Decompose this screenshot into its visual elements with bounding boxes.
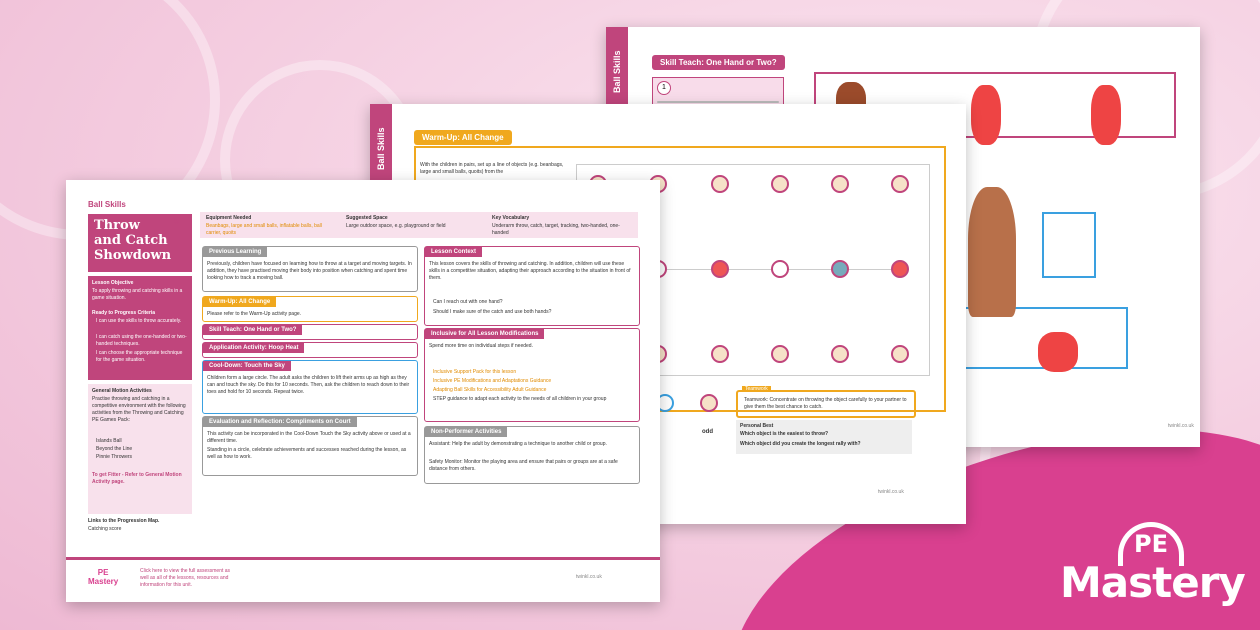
- category-label: Ball Skills: [88, 200, 126, 209]
- object-icon: [891, 175, 909, 193]
- application-box[interactable]: [202, 342, 418, 358]
- progression-link[interactable]: Links to the Progression Map.: [88, 518, 160, 524]
- step-number: 1: [657, 81, 671, 95]
- success-item: I can catch using the one-handed or two-handed techniques.: [96, 334, 187, 347]
- safety-text: Safety Monitor: Monitor the playing area and ensure that pairs or groups are at a safe distance from others.: [429, 459, 618, 472]
- brand-logo-small: [88, 568, 118, 586]
- lesson-title-line: and Catch: [94, 233, 168, 248]
- front-footer: [66, 557, 660, 602]
- success-item: I can use the skills to throw accurately.: [96, 318, 182, 324]
- middle-header: Warm-Up: All Change: [414, 130, 512, 145]
- warmup-title: Warm-Up: All Change: [203, 297, 276, 307]
- motion-item[interactable]: Islands Ball: [96, 438, 122, 444]
- footer-site: twinkl.co.uk: [576, 574, 602, 580]
- inclusive-text: Spend more time on individual steps if needed.: [429, 343, 533, 349]
- object-icon: [891, 345, 909, 363]
- inclusive-box: [424, 328, 640, 422]
- warmup-box[interactable]: [202, 296, 418, 322]
- general-motion-panel: [88, 384, 192, 514]
- object-icon: [711, 260, 729, 278]
- fitter-link[interactable]: To get Fitter - Refer to General Motion Activity page.: [92, 472, 182, 485]
- space-text: Large outdoor space, e.g. playground or field: [346, 223, 446, 229]
- cooldown-title: Cool-Down: Touch the Sky: [203, 361, 291, 371]
- object-icon: [700, 394, 718, 412]
- teamwork-label: Teamwork: [742, 386, 771, 392]
- back-footer: twinkl.co.uk: [1168, 423, 1194, 429]
- equipment-title: Equipment Needed: [206, 215, 252, 221]
- equipment-text: Beanbags, large and small balls, inflatable balls, ball carrier, quoits: [206, 223, 322, 236]
- brand-line-1: PE: [1134, 530, 1168, 558]
- label-odd: odd: [702, 429, 713, 435]
- evaluation-text: This activity can be incorporated in the Cool-Down Touch the Sky activity above or used at a different time.: [207, 431, 411, 444]
- inclusive-link[interactable]: Inclusive PE Modifications and Adaptations Guidance: [433, 378, 552, 384]
- objective-text: To apply throwing and catching skills in a game situation.: [92, 288, 183, 301]
- previous-learning-text: Previously, children have focused on learning how to throw at a target and moving targets. In addition, they have practised moving their body into position when catching and spent time looking how to track a moving ball.: [207, 261, 412, 281]
- lesson-number: 5: [174, 216, 180, 226]
- object-icon: [711, 175, 729, 193]
- object-icon: [831, 345, 849, 363]
- child-figure: [1091, 85, 1121, 145]
- brand-line-2: Mastery: [1060, 558, 1245, 607]
- teamwork-box: [736, 386, 916, 418]
- brand-small-line: Mastery: [88, 577, 119, 586]
- inclusive-title: Inclusive for All Lesson Modifications: [425, 329, 544, 339]
- inclusive-link[interactable]: STEP guidance to adapt each activity to the needs of all children in your group: [433, 396, 607, 402]
- application-title: Application Activity: Hoop Heat: [203, 343, 304, 353]
- object-icon: [771, 175, 789, 193]
- vocab-title: Key Vocabulary: [492, 215, 530, 221]
- middle-footer: twinkl.co.uk: [878, 489, 904, 495]
- evaluation-box: [202, 416, 418, 476]
- vocab-text: Underarm throw, catch, target, tracking, two-handed, one-handed: [492, 223, 620, 236]
- teamwork-text: Teamwork: Concentrate on throwing the object carefully to your partner to give them the best chance to catch.: [744, 397, 907, 410]
- objective-title: Lesson Objective: [92, 280, 134, 286]
- evaluation-text: Standing in a circle, celebrate achievements and successes reached during the lesson, as well as how to work.: [207, 447, 407, 460]
- inclusive-link[interactable]: Inclusive Support Pack for this lesson: [433, 369, 517, 375]
- middle-side-tab: Ball Skills: [370, 104, 392, 194]
- object-icon: [711, 345, 729, 363]
- non-performer-box: [424, 426, 640, 484]
- personal-best-title: Personal Best: [740, 423, 774, 429]
- lesson-context-text: This lesson covers the skills of throwing and catching. In addition, children will use these skills in a competitive situation, adapting their approach according to the situation in front of them.: [429, 261, 631, 281]
- target-frame: [1042, 212, 1096, 278]
- child-figure: [971, 85, 1001, 145]
- brand-small-line: PE: [97, 568, 109, 577]
- child-figure: [968, 187, 1016, 317]
- back-side-tab: Ball Skills: [606, 27, 628, 117]
- object-icon: [891, 260, 909, 278]
- evaluation-title: Evaluation and Reflection: Compliments on Court: [203, 417, 357, 427]
- previous-learning-box: [202, 246, 418, 292]
- personal-best-question: Which object did you create the longest rally with?: [740, 441, 861, 447]
- object-icon: [771, 260, 789, 278]
- general-motion-title: General Motion Activities: [92, 388, 152, 394]
- child-figure: [1038, 332, 1078, 372]
- front-sheet: [66, 180, 660, 602]
- warmup-intro: With the children in pairs, set up a line of objects (e.g. beanbags, large and small balls, quoits) from the: [420, 162, 564, 175]
- back-header: Skill Teach: One Hand or Two?: [652, 55, 785, 70]
- skill-teach-title: Skill Teach: One Hand or Two?: [203, 325, 302, 335]
- lesson-title-line: Showdown: [94, 248, 172, 263]
- lesson-context-box: [424, 246, 640, 326]
- success-title: Ready to Progress Criteria: [92, 310, 156, 316]
- motion-item[interactable]: Pinnie Throwers: [96, 454, 133, 460]
- lesson-context-question: Should I make sure of the catch and use both hands?: [433, 309, 552, 315]
- personal-best-box: [736, 420, 912, 454]
- objectives-panel: [88, 276, 192, 380]
- brand-logo: [1060, 512, 1250, 622]
- non-performer-text: Assistant: Help the adult by demonstrating a technique to another child or group.: [429, 441, 607, 447]
- success-item: I can choose the appropriate technique for the game situation.: [96, 350, 183, 363]
- general-motion-text: Practise throwing and catching in a competitive environment with the following activities from the Throwing and Catching PE Games Pack:: [92, 396, 186, 423]
- lesson-title-line: Throw: [94, 218, 140, 233]
- cooldown-text: Children form a large circle. The adult asks the children to lift their arms up as high as they can and touch the sky. Do this for 10 seconds. Then, ask the children to reach down to their toes and hold for 10 seconds. Repeat twice.: [207, 375, 410, 395]
- skill-teach-box[interactable]: [202, 324, 418, 340]
- inclusive-link[interactable]: Adapting Ball Skills for Accessibility Adult Guidance: [433, 387, 547, 393]
- footer-links[interactable]: Click here to view the full assessment as well as all of the lessons, resources and information for this unit.: [140, 568, 231, 588]
- object-icon: [831, 175, 849, 193]
- lesson-context-title: Lesson Context: [425, 247, 482, 257]
- previous-learning-title: Previous Learning: [203, 247, 267, 257]
- info-strip: [200, 212, 638, 238]
- object-icon: [771, 345, 789, 363]
- motion-item[interactable]: Beyond the Line: [96, 446, 133, 452]
- cooldown-box[interactable]: [202, 360, 418, 414]
- space-title: Suggested Space: [346, 215, 388, 221]
- lesson-context-question: Can I reach out with one hand?: [433, 299, 503, 305]
- personal-best-question: Which object is the easiest to throw?: [740, 431, 829, 437]
- progression-sub: Catching score: [88, 526, 122, 532]
- object-icon: [831, 260, 849, 278]
- warmup-text: Please refer to the Warm-Up activity page.: [207, 311, 302, 317]
- non-performer-title: Non-Performer Activities: [425, 427, 507, 437]
